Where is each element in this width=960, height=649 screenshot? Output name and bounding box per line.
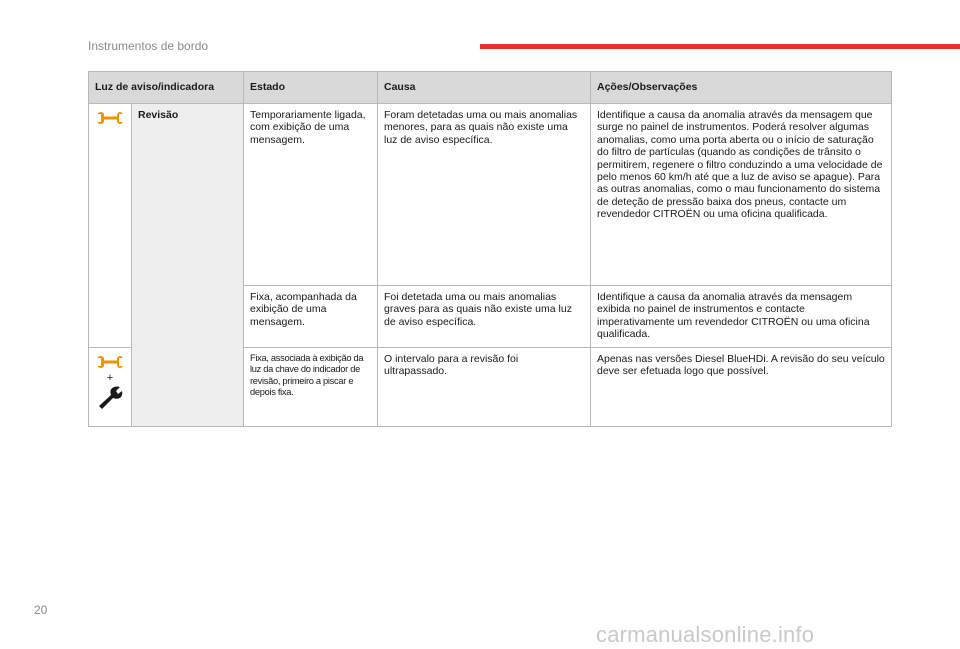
wrench-orange-icon xyxy=(95,354,125,370)
page-section-title: Instrumentos de bordo xyxy=(88,39,209,53)
cause-cell: Foi detetada uma ou mais anomalias graves para as quais não existe uma luz de aviso específica. xyxy=(378,286,591,348)
column-header-actions: Ações/Observações xyxy=(591,72,892,104)
header-accent-bar xyxy=(480,44,960,49)
state-cell: Temporariamente ligada, com exibição de uma mensagem. xyxy=(244,104,378,286)
page-number: 20 xyxy=(34,603,48,617)
state-cell: Fixa, associada à exibição da luz da chave do indicador de revisão, primeiro a piscar e depois fixa. xyxy=(244,347,378,426)
state-cell: Fixa, acompanhada da exibição de uma mensagem. xyxy=(244,286,378,348)
actions-cell: Apenas nas versões Diesel BlueHDi. A revisão do seu veículo deve ser efetuada logo que possível. xyxy=(591,347,892,426)
column-header-state: Estado xyxy=(244,72,378,104)
column-header-cause: Causa xyxy=(378,72,591,104)
indicator-name: Revisão xyxy=(132,104,244,427)
actions-cell: Identifique a causa da anomalia através da mensagem exibida no painel de instrumentos e contacte imperativamente um revendedor CITROËN ou uma oficina qualificada. xyxy=(591,286,892,348)
watermark: carmanualsonline.info xyxy=(596,622,815,647)
icon-cell xyxy=(89,104,132,348)
warning-lights-table xyxy=(88,71,892,427)
wrench-orange-icon xyxy=(95,110,125,126)
cause-cell: Foram detetadas uma ou mais anomalias menores, para as quais não existe uma luz de aviso específica. xyxy=(378,104,591,286)
column-header-indicator: Luz de aviso/indicadora xyxy=(89,72,244,104)
icon-cell xyxy=(89,347,132,426)
table-header-row xyxy=(89,72,892,104)
cause-cell: O intervalo para a revisão foi ultrapassado. xyxy=(378,347,591,426)
plus-sign: + xyxy=(106,371,114,384)
actions-cell: Identifique a causa da anomalia através da mensagem que surge no painel de instrumentos. Poderá resolver algumas anomalias, como uma porta aberta ou o início de saturação do filtro de partículas (quando as condições de trânsito o permitirem, regenere o filtro conduzindo a uma velocidade de pelo menos 60 km/h até que a luz de aviso se apague). Para as outras anomalias, como o mau funcionamento do sistema de deteção de pressão baixa dos pneus, contacte um revendedor CITROËN ou uma oficina qualificada. xyxy=(591,104,892,286)
wrench-black-icon xyxy=(96,385,124,409)
table-row xyxy=(89,104,892,286)
